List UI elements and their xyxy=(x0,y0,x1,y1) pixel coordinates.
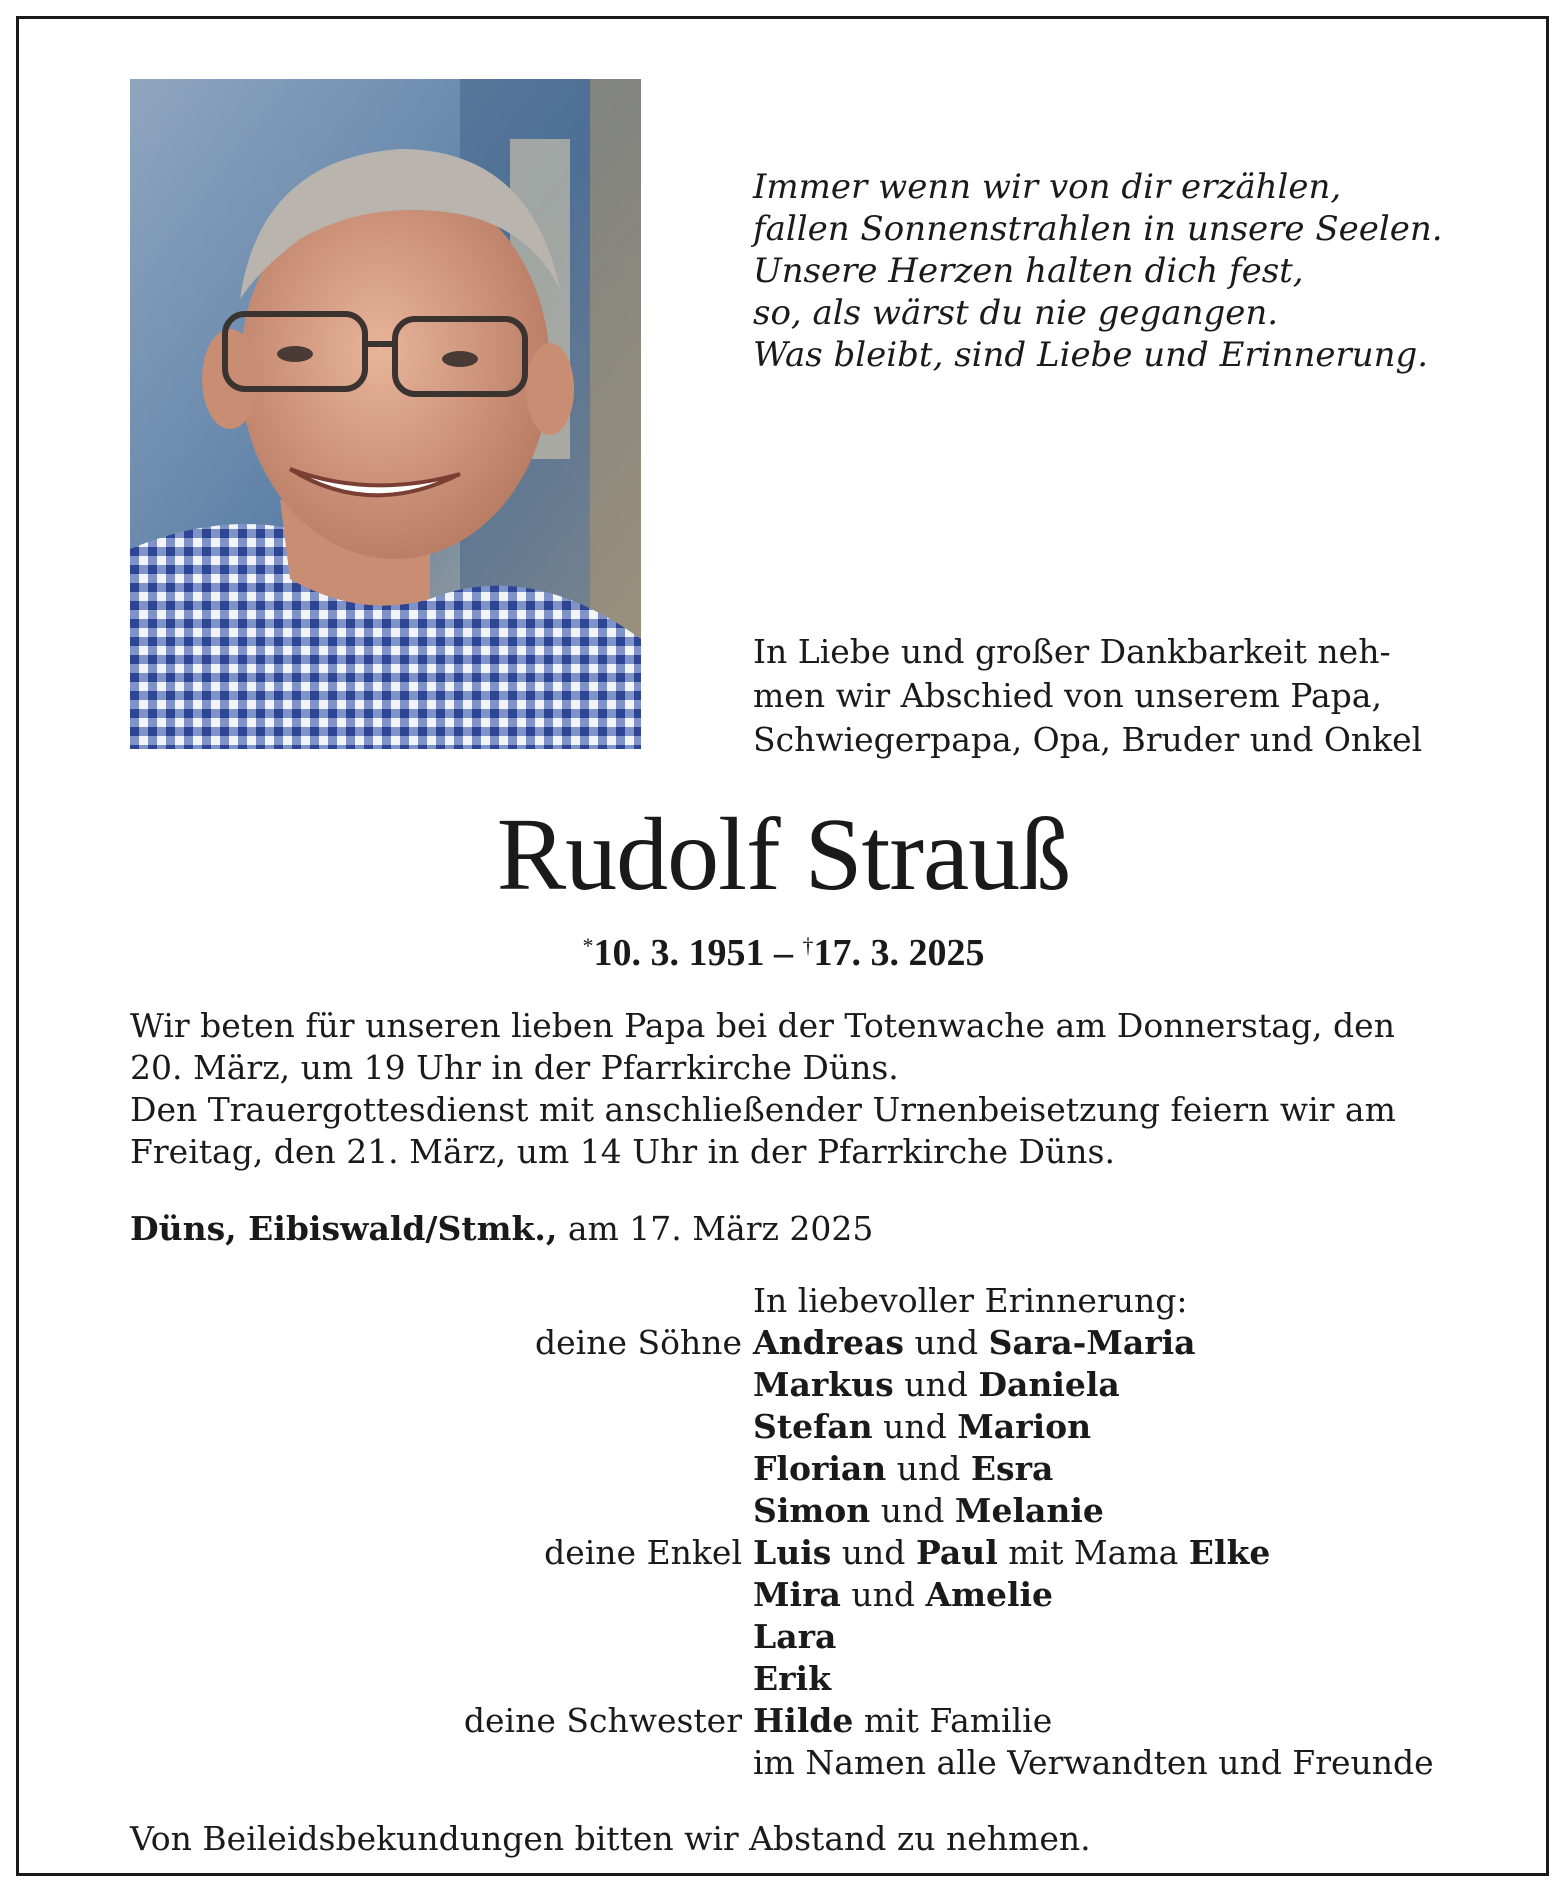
family-member: Erik xyxy=(753,1659,831,1698)
portrait-photo xyxy=(130,79,641,749)
family-row: Simon und Melanie xyxy=(753,1491,1104,1530)
birth-symbol: * xyxy=(582,933,594,958)
family-member: Melanie xyxy=(954,1491,1104,1530)
closing-note: Von Beileidsbekundungen bitten wir Abstand zu nehmen. xyxy=(130,1819,1091,1858)
intro-line: men wir Abschied von unserem Papa, xyxy=(753,676,1382,715)
family-member: Esra xyxy=(970,1449,1054,1488)
family-list xyxy=(0,1280,1567,1784)
family-heading-row xyxy=(0,1280,1567,1322)
family-row: Markus und Daniela xyxy=(753,1365,1120,1404)
life-dates xyxy=(0,922,1567,977)
announcement-line: Den Trauergottesdienst mit anschließender Urnenbeisetzung feiern wir am xyxy=(130,1090,1396,1129)
family-member: Paul xyxy=(915,1533,998,1572)
farewell-intro xyxy=(753,630,1453,762)
family-member: Luis xyxy=(753,1533,832,1572)
place-and-date xyxy=(130,1208,1430,1250)
family-row: deine Söhne Andreas und Sara-Maria xyxy=(535,1323,1196,1362)
death-symbol: † xyxy=(802,933,814,958)
poem-line: Unsere Herzen halten dich fest, xyxy=(753,251,1304,291)
death-date: 17. 3. 2025 xyxy=(813,932,985,974)
intro-line: In Liebe und großer Dankbarkeit neh- xyxy=(753,632,1391,671)
poem-line: Was bleibt, sind Liebe und Erinnerung. xyxy=(753,335,1429,375)
sister-label: deine Schwester xyxy=(463,1701,742,1740)
relatives-line: im Namen alle Verwandten und Freunde xyxy=(753,1743,1434,1782)
family-member: Elke xyxy=(1188,1533,1271,1572)
notice-date: am 17. März 2025 xyxy=(557,1209,874,1248)
family-member: Lara xyxy=(753,1617,837,1656)
family-member: Stefan xyxy=(753,1407,873,1446)
poem-line: so, als wärst du nie gegangen. xyxy=(753,293,1279,333)
family-row: Mira und Amelie xyxy=(753,1575,1054,1614)
family-heading: In liebevoller Erinnerung: xyxy=(753,1281,1188,1320)
family-member: Simon xyxy=(753,1491,871,1530)
family-member: Mira xyxy=(753,1575,841,1614)
poem-line: Immer wenn wir von dir erzählen, xyxy=(753,167,1342,207)
date-dash: – xyxy=(764,932,803,974)
grandchildren-label: deine Enkel xyxy=(544,1533,742,1572)
family-row: deine Enkel Luis und Paul mit Mama Elke xyxy=(544,1533,1271,1572)
family-member: Sara-Maria xyxy=(988,1323,1196,1362)
announcement-line: 20. März, um 19 Uhr in der Pfarrkirche Düns. xyxy=(130,1048,899,1087)
place: Düns, Eibiswald/Stmk., xyxy=(130,1209,558,1248)
birth-date: 10. 3. 1951 xyxy=(593,932,765,974)
family-member: Hilde xyxy=(753,1701,854,1740)
family-row xyxy=(0,1658,1567,1700)
family-row: Florian und Esra xyxy=(753,1449,1054,1488)
announcement-line: Freitag, den 21. März, um 14 Uhr in der Pfarrkirche Düns. xyxy=(130,1132,1115,1171)
sons-label: deine Söhne xyxy=(535,1323,742,1362)
family-row: deine Schwester Hilde mit Familie xyxy=(463,1701,1053,1740)
family-member: Daniela xyxy=(978,1365,1120,1404)
poem-line: fallen Sonnenstrahlen in unsere Seelen. xyxy=(753,209,1443,249)
memorial-poem xyxy=(753,166,1453,376)
family-row xyxy=(0,1742,1567,1784)
deceased-name: Rudolf Strauß xyxy=(496,797,1071,912)
announcement-line: Wir beten für unseren lieben Papa bei der Totenwache am Donnerstag, den xyxy=(130,1006,1395,1045)
family-row: Stefan und Marion xyxy=(753,1407,1092,1446)
family-row xyxy=(0,1616,1567,1658)
intro-line: Schwiegerpapa, Opa, Bruder und Onkel xyxy=(753,720,1423,759)
family-member: Andreas xyxy=(753,1323,905,1362)
service-announcement xyxy=(130,1005,1460,1173)
family-member: Marion xyxy=(957,1407,1092,1446)
family-member: Florian xyxy=(753,1449,887,1488)
family-member: Markus xyxy=(753,1365,894,1404)
family-member: Amelie xyxy=(925,1575,1054,1614)
